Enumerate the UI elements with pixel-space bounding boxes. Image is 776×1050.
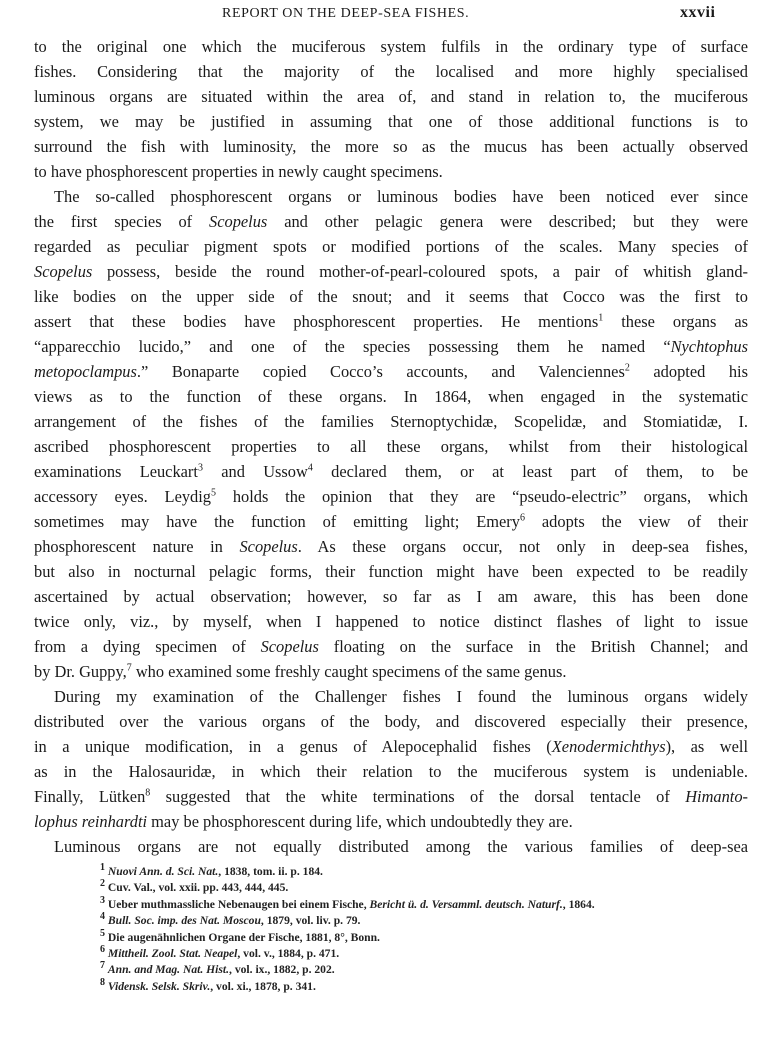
text-run: in a unique modification, in a genus of Alepocephalid fishes ( xyxy=(34,737,552,756)
text-line xyxy=(34,284,748,309)
footnote xyxy=(100,976,720,995)
footnote-ref: 7 xyxy=(100,960,105,972)
italic-text: Ann. and Mag. Nat. Hist. xyxy=(107,963,230,977)
text-run: ascertained by actual observation; however, so far as I am aware, this has been done xyxy=(34,587,748,606)
text-run: twice only, viz., by myself, when I happened to notice distinct flashes of light to issue xyxy=(34,612,748,631)
running-header xyxy=(0,4,776,26)
text-run: , 1879, vol. liv. p. 79. xyxy=(260,914,361,928)
text-line xyxy=(34,234,748,259)
text-run: like bodies on the upper side of the snout; and it seems that Cocco was the first to xyxy=(34,287,748,306)
footnotes xyxy=(100,864,720,995)
text-run: , 1838, tom. ii. p. 184. xyxy=(218,865,323,878)
text-line xyxy=(34,409,748,434)
footnote-ref: 5 xyxy=(100,927,105,939)
text-run: by Dr. Guppy, xyxy=(34,662,127,681)
footnote-ref: 1 xyxy=(100,862,105,874)
text-run: holds the opinion that they are “pseudo-electric” organs, which xyxy=(216,487,748,506)
text-run: possess, beside the round mother-of-pearl-coloured spots, a pair of whitish gland- xyxy=(92,262,748,281)
italic-text: Scopelus xyxy=(209,212,268,231)
italic-text: Mittheil. Zool. Stat. Neapel xyxy=(107,946,238,960)
italic-text: Himanto- xyxy=(685,787,748,806)
text-line xyxy=(34,384,748,409)
text-line xyxy=(34,334,748,359)
body-text xyxy=(34,34,748,859)
footnote xyxy=(100,913,720,929)
text-line xyxy=(34,834,748,859)
text-run: examinations Leuckart xyxy=(34,462,198,481)
footnote-ref: 2 xyxy=(624,362,630,374)
footnote-ref: 1 xyxy=(598,312,604,324)
text-line xyxy=(34,809,748,834)
text-line xyxy=(34,309,748,334)
text-run: and Ussow xyxy=(202,462,308,481)
text-run: Finally, Lütken xyxy=(34,787,146,806)
text-run: Luminous organs are not equally distributed among the various families of deep-sea xyxy=(54,837,748,856)
footnote xyxy=(100,894,720,913)
footnote xyxy=(100,864,720,880)
text-run: , vol. xi., 1878, p. 341. xyxy=(210,979,316,993)
footnote-ref: 4 xyxy=(307,462,313,474)
italic-text: Nuovi Ann. d. Sci. Nat. xyxy=(107,865,219,878)
text-run: luminous organs are situated within the area of, and stand in relation to, the muciferous xyxy=(34,87,748,106)
text-run: accessory eyes. Leydig xyxy=(34,487,211,506)
footnote-ref: 7 xyxy=(126,662,132,674)
text-run: ascribed phosphorescent properties to all these organs, whilst from their histological xyxy=(34,437,748,456)
italic-text: Vidensk. Selsk. Skriv. xyxy=(107,979,211,993)
text-line xyxy=(34,434,748,459)
italic-text: Scopelus xyxy=(260,637,319,656)
text-line xyxy=(34,684,748,709)
text-line xyxy=(34,784,748,809)
footnote-ref: 2 xyxy=(100,878,105,890)
text-run: , 1864. xyxy=(562,897,595,911)
footnote-ref: 6 xyxy=(519,512,525,524)
text-line xyxy=(34,34,748,59)
text-run: Die augenähnlichen Organe der Fische, 1881, 8°, Bonn. xyxy=(105,930,380,944)
text-line xyxy=(34,584,748,609)
text-run: assert that these bodies have phosphorescent properties. He mentions xyxy=(34,312,599,331)
text-run: fishes. Considering that the majority of the localised and more highly specialised xyxy=(34,62,748,81)
footnote xyxy=(100,946,720,962)
text-line xyxy=(34,459,748,484)
text-line xyxy=(34,259,748,284)
text-line xyxy=(34,84,748,109)
text-run: these organs as xyxy=(603,312,748,331)
text-run: , vol. ix., 1882, p. 202. xyxy=(229,963,335,977)
text-run: Ueber muthmassliche Nebenaugen bei einem Fische, xyxy=(105,897,370,911)
text-run: declared them, or at least part of them, to be xyxy=(312,462,748,481)
text-run: regarded as peculiar pigment spots or modified portions of the scales. Many species of xyxy=(34,237,748,256)
footnote-ref: 3 xyxy=(197,462,203,474)
text-run: ), as well xyxy=(665,737,748,756)
text-line xyxy=(34,559,748,584)
italic-text: Bericht ü. d. Versamml. deutsch. Naturf. xyxy=(369,897,563,911)
text-run: The so-called phosphorescent organs or luminous bodies have been noticed ever since xyxy=(54,187,748,206)
text-run: , vol. v., 1884, p. 471. xyxy=(237,946,340,960)
footnote-ref: 3 xyxy=(100,894,105,906)
text-run: surround the fish with luminosity, the more so as the mucus has been actually observed xyxy=(34,137,748,156)
italic-text: lophus reinhardti xyxy=(34,812,148,831)
text-run: suggested that the white terminations of the dorsal tentacle of xyxy=(150,787,686,806)
italic-text: Nychtophus xyxy=(670,337,748,356)
footnote-ref: 5 xyxy=(211,487,216,499)
text-run: Cuv. Val., vol. xxii. pp. 443, 444, 445. xyxy=(105,881,289,895)
text-run: may be phosphorescent during life, which undoubtedly they are. xyxy=(147,812,573,831)
text-line xyxy=(34,109,748,134)
italic-text: Xenodermichthys xyxy=(551,737,666,756)
text-line xyxy=(34,659,748,684)
text-run: floating on the surface in the British Channel; and xyxy=(318,637,748,656)
text-line xyxy=(34,509,748,534)
footnote-ref: 8 xyxy=(145,787,151,799)
text-run: from a dying specimen of xyxy=(34,637,261,656)
text-run: adopted his xyxy=(629,362,748,381)
text-line xyxy=(34,59,748,84)
text-run: and other pelagic genera were described; but they were xyxy=(267,212,748,231)
text-run: “apparecchio lucido,” and one of the species possessing them he named “ xyxy=(34,337,671,356)
text-line xyxy=(34,634,748,659)
footnote-ref: 6 xyxy=(100,944,105,956)
text-run: system, we may be justified in assuming that one of those additional functions is to xyxy=(34,112,748,131)
text-run: views as to the function of these organs. In 1864, when engaged in the systematic xyxy=(34,387,748,406)
text-run: distributed over the various organs of the body, and discovered especially their presence, xyxy=(34,712,748,731)
text-line xyxy=(34,159,748,184)
text-line xyxy=(34,534,748,559)
italic-text: metopoclampus xyxy=(34,362,137,381)
italic-text: Scopelus xyxy=(34,262,93,281)
text-run: who examined some freshly caught specimens of the same genus. xyxy=(131,662,567,681)
text-run: arrangement of the fishes of the families Sternoptychidæ, Scopelidæ, and Stomiatidæ, I. xyxy=(34,412,748,431)
text-run: phosphorescent nature in xyxy=(34,537,240,556)
text-line xyxy=(34,759,748,784)
text-line xyxy=(34,734,748,759)
text-line xyxy=(34,359,748,384)
text-run: as in the Halosauridæ, in which their relation to the muciferous system is undeniable. xyxy=(34,762,748,781)
page-number: xxvii xyxy=(680,4,716,21)
text-run: adopts the view of their xyxy=(524,512,748,531)
italic-text: Bull. Soc. imp. des Nat. Moscou xyxy=(107,914,261,928)
text-run: to have phosphorescent properties in newly caught specimens. xyxy=(34,162,443,181)
text-line xyxy=(34,609,748,634)
text-line xyxy=(34,484,748,509)
text-line xyxy=(34,184,748,209)
footnote-ref: 8 xyxy=(100,976,105,988)
text-run: the first species of xyxy=(34,212,210,231)
text-run: but also in nocturnal pelagic forms, their function might have been expected to be readily xyxy=(34,562,748,581)
text-run: .” Bonaparte copied Cocco’s accounts, and Valenciennes xyxy=(136,362,625,381)
footnote-ref: 4 xyxy=(100,911,105,923)
running-title: REPORT ON THE DEEP-SEA FISHES. xyxy=(222,6,470,21)
italic-text: Scopelus xyxy=(239,537,298,556)
text-run: to the original one which the muciferous system fulfils in the ordinary type of surface xyxy=(34,37,748,56)
text-run: sometimes may have the function of emitting light; Emery xyxy=(34,512,520,531)
text-run: During my examination of the Challenger fishes I found the luminous organs widely xyxy=(54,687,748,706)
text-run: . As these organs occur, not only in deep-sea fishes, xyxy=(297,537,748,556)
footnote xyxy=(100,927,720,946)
text-line xyxy=(34,709,748,734)
text-line xyxy=(34,209,748,234)
footnote xyxy=(100,880,720,896)
footnote xyxy=(100,962,720,978)
text-line xyxy=(34,134,748,159)
